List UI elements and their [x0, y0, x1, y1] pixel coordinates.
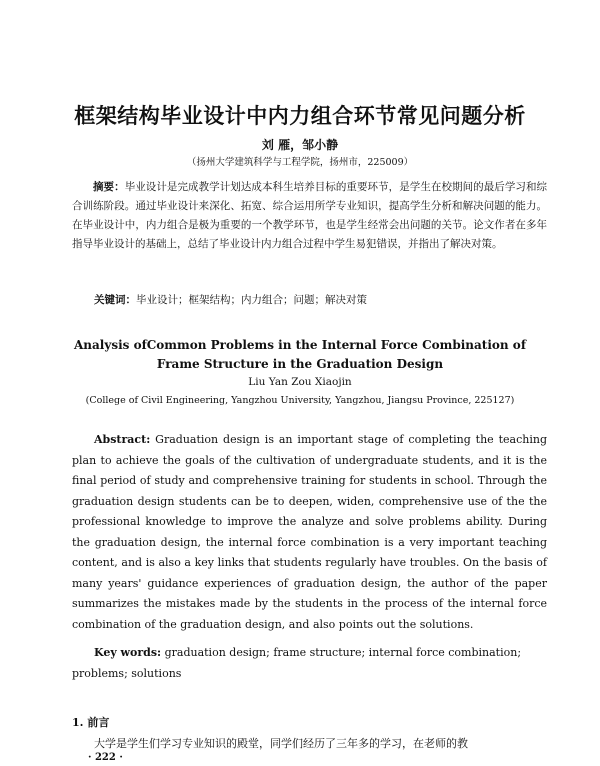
chinese-abstract-text: 毕业设计是完成教学计划达成本科生培养目标的重要环节，是学生在校期间的最后学习和综合训练阶段。通过毕业设计来深化、拓宽、综合运用所学专业知识，提高学生分析和解决问题的能力。在毕业设计中，内力组合是极为重要的一个教学环节，也是学生经常会出问题的关节。论文作者在多年指导毕业设计的基础上，总结了毕业设计内力组合过程中学生易犯错误，并指出了解决对策。 [72, 181, 548, 250]
chinese-title: 框架结构毕业设计中内力组合环节常见问题分析 [74, 104, 526, 128]
chinese-keywords-text: 毕业设计；框架结构；内力组合；问题；解决对策 [136, 294, 367, 306]
body-paragraph: 大学是学生们学习专业知识的殿堂，同学们经历了三年多的学习，在老师的教 [94, 737, 468, 750]
section-heading: 1. 前言 [72, 716, 110, 729]
english-abstract [72, 430, 547, 635]
english-title [0, 336, 600, 374]
english-keywords [72, 643, 547, 684]
english-abstract-text: Graduation design is an important stage of completing the teaching plan to achieve the goals of the cultivation of undergraduate students, and it is the final period of study and comprehensive training for students in school. Through the graduation design students can be to deepen, widen, comprehensive use of the the professional knowledge to improve the analyze and solve problems ability. During the graduation design, the internal force combination is a very important teaching content, and is also a key links that students regularly have troubles. On the basis of many years' guidance experiences of graduation design, the author of the paper summarizes the mistakes made by the students in the process of the internal force combination of the graduation design, and also points out the solutions. [72, 433, 547, 631]
english-abstract-label: Abstract: [94, 433, 151, 446]
english-affiliation: (College of Civil Engineering, Yangzhou University, Yangzhou, Jiangsu Province, 225127) [85, 395, 515, 406]
chinese-affiliation: （扬州大学建筑科学与工程学院，扬州市，225009） [186, 157, 414, 168]
english-keywords-text: graduation design; frame structure; internal force combination; problems; solutions [72, 646, 522, 680]
page-number: · 222 · [88, 752, 123, 763]
chinese-keywords-label: 关键词： [94, 294, 136, 306]
chinese-abstract [72, 178, 547, 254]
english-keywords-label: Key words: [94, 646, 162, 659]
chinese-abstract-label: 摘要： [93, 181, 125, 193]
english-title-line2: Frame Structure in the Graduation Design [156, 357, 444, 371]
english-authors: Liu Yan Zou Xiaojin [248, 376, 352, 388]
chinese-keywords [72, 291, 569, 310]
chinese-authors: 刘 雁，邹小静 [261, 138, 339, 152]
english-title-line1: Analysis ofCommon Problems in the Internal Force Combination of [74, 338, 526, 352]
